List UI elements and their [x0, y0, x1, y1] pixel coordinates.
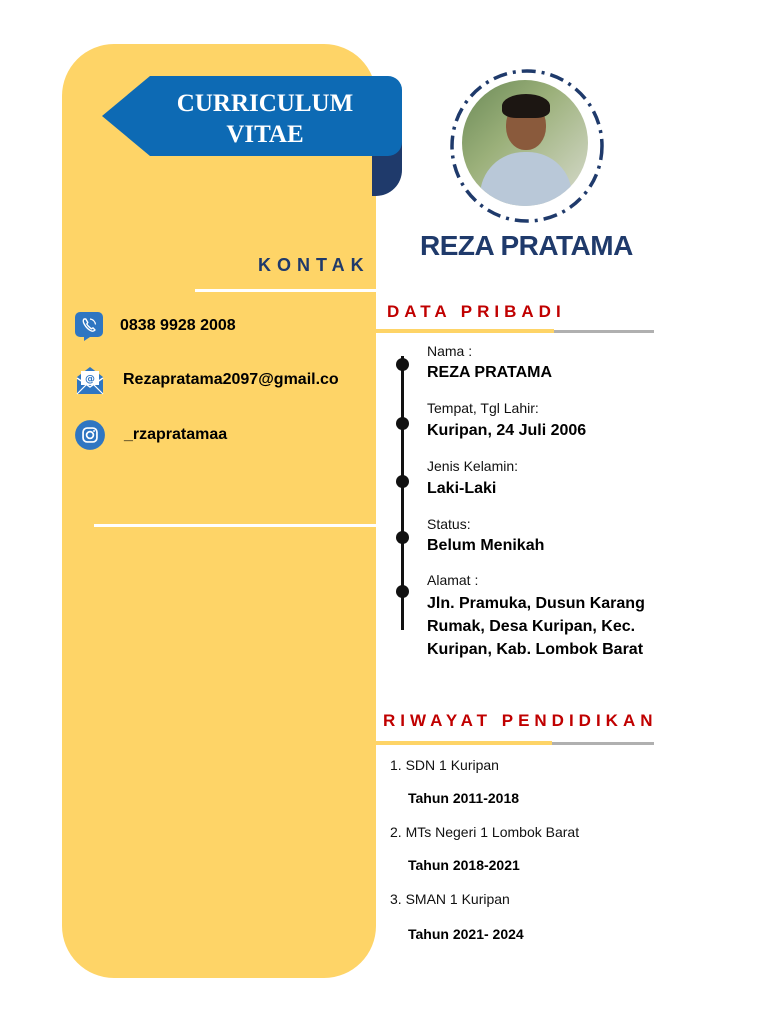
email-address: Rezapratama2097@gmail.co	[123, 371, 339, 388]
instagram-handle: _rzapratamaa	[124, 426, 228, 443]
email-icon	[74, 364, 106, 396]
contact-email[interactable]	[74, 364, 339, 396]
cv-banner-line2: VITAE	[226, 121, 304, 148]
svg-text:@: @	[85, 374, 95, 385]
field-value-ttl: Kuripan, 24 Juli 2006	[427, 422, 587, 439]
full-name-heading: REZA PRATAMA	[420, 230, 633, 261]
field-value-jenis-kelamin: Laki-Laki	[427, 480, 497, 497]
education-school: 1. SDN 1 Kuripan	[390, 757, 499, 773]
field-label-status: Status:	[427, 516, 471, 532]
field-label-ttl: Tempat, Tgl Lahir:	[427, 400, 539, 416]
timeline-dot	[396, 358, 409, 371]
education-year: Tahun 2018-2021	[408, 857, 520, 873]
contact-instagram[interactable]	[74, 419, 227, 451]
instagram-icon	[74, 419, 106, 451]
phone-icon	[74, 311, 104, 341]
field-value-nama: REZA PRATAMA	[427, 364, 553, 381]
kontak-divider	[195, 289, 376, 292]
riwayat-pendidikan-heading: RIWAYAT PENDIDIKAN	[383, 711, 658, 730]
phone-number: 0838 9928 2008	[120, 317, 236, 334]
contact-phone[interactable]	[74, 310, 236, 342]
timeline-dot	[396, 475, 409, 488]
kontak-heading: KONTAK	[258, 255, 370, 275]
education-school: 2. MTs Negeri 1 Lombok Barat	[390, 824, 580, 840]
timeline-dot	[396, 417, 409, 430]
data-pribadi-underline-accent	[374, 329, 554, 333]
field-value-alamat: Jln. Pramuka, Dusun Karang Rumak, Desa Kuripan, Kec. Kuripan, Kab. Lombok Barat	[427, 595, 645, 658]
cv-banner-title	[140, 88, 390, 150]
education-year: Tahun 2011-2018	[408, 790, 520, 806]
education-school: 3. SMAN 1 Kuripan	[390, 891, 510, 907]
timeline-dot	[396, 585, 409, 598]
field-value-status: Belum Menikah	[427, 537, 545, 554]
sidebar-panel	[62, 44, 376, 978]
riwayat-underline	[552, 742, 654, 745]
field-label-jenis-kelamin: Jenis Kelamin:	[427, 458, 519, 474]
data-pribadi-underline	[554, 330, 654, 333]
sidebar-divider	[94, 524, 376, 527]
field-label-alamat: Alamat :	[427, 572, 479, 588]
cv-banner-line1: CURRICULUM	[176, 90, 354, 117]
photo-hair	[502, 94, 550, 118]
data-pribadi-heading: DATA PRIBADI	[387, 302, 566, 321]
profile-photo	[462, 80, 588, 206]
timeline-dot	[396, 531, 409, 544]
field-label-nama: Nama :	[427, 343, 473, 359]
photo-shirt	[480, 152, 572, 206]
riwayat-underline-accent	[374, 741, 552, 745]
education-year: Tahun 2021- 2024	[408, 926, 524, 942]
